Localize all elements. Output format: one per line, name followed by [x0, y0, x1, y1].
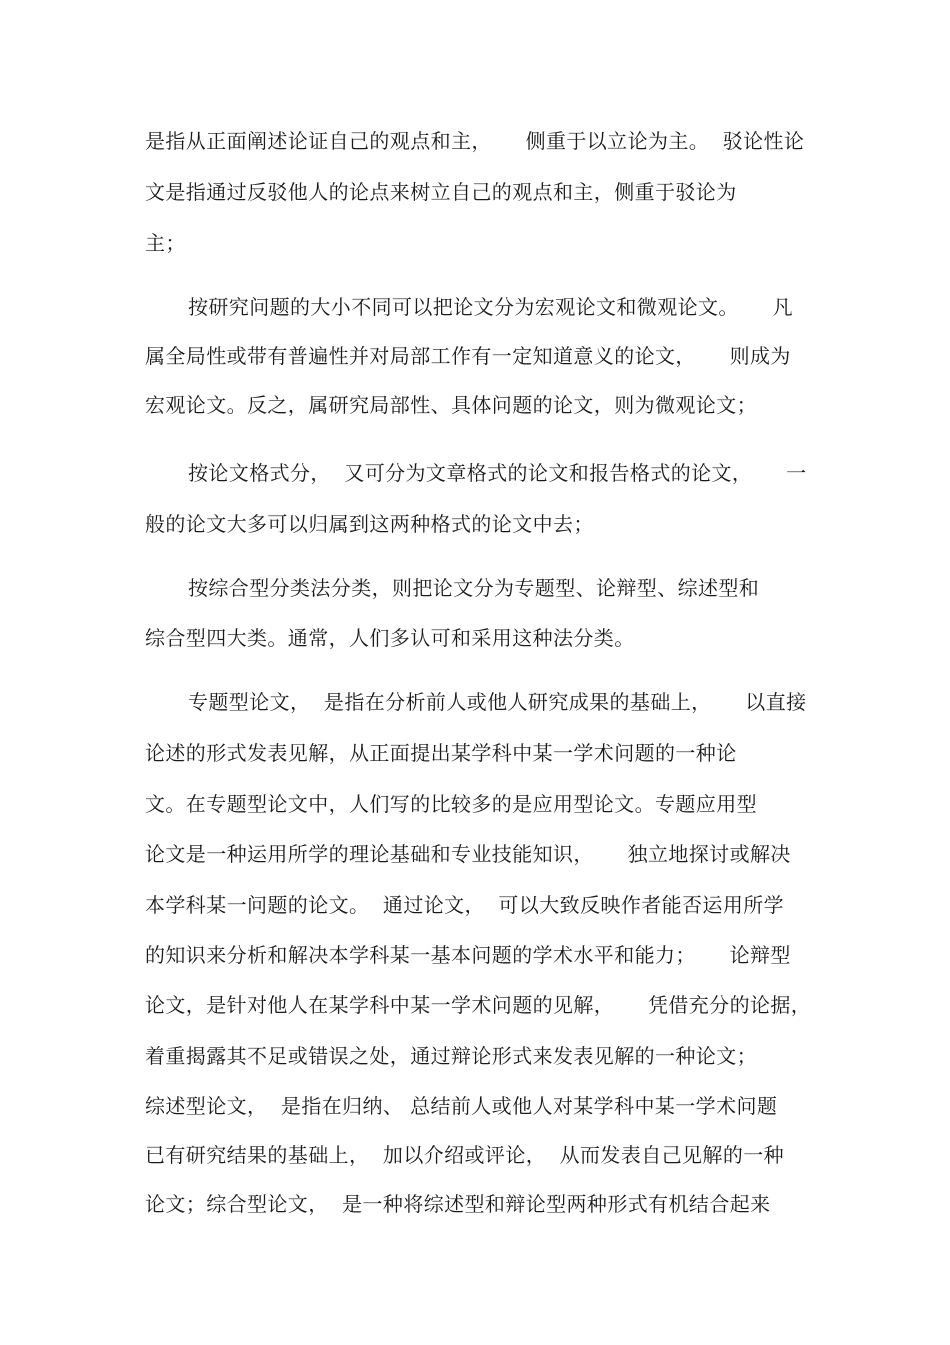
text-line: 综合型四大类。通常，人们多认可和采用这种法分类。 — [145, 626, 635, 650]
text-line: 专题型论文， 是指在分析前人或他人研究成果的基础上， 以直接 — [188, 690, 807, 714]
text-line: 般的论文大多可以归属到这两种格式的论文中去； — [145, 512, 594, 536]
text-line: 的知识来分析和解决本学科某一基本问题的学术水平和能力； 论辩型 — [145, 943, 791, 967]
text-line: 按综合型分类法分类，则把论文分为专题型、论辩型、综述型和 — [188, 576, 760, 600]
text-line: 按研究问题的大小不同可以把论文分为宏观论文和微观论文。 凡 — [188, 295, 793, 319]
text-line: 着重揭露其不足或错误之处，通过辩论形式来发表见解的一种论文； — [145, 1044, 757, 1068]
text-line: 属全局性或带有普遍性并对局部工作有一定知道意义的论文， 则成为 — [145, 344, 791, 368]
text-line: 本学科某一问题的论文。 通过论文， 可以大致反映作者能否运用所学 — [145, 893, 785, 917]
text-line: 是指从正面阐述论证自己的观点和主， 侧重于以立论为主。 驳论性论 — [145, 129, 805, 153]
text-line: 按论文格式分， 又可分为文章格式的论文和报告格式的论文， 一 — [188, 461, 807, 485]
text-line: 宏观论文。反之，属研究局部性、具体问题的论文，则为微观论文； — [145, 393, 757, 417]
text-line: 论文，是针对他人在某学科中某一学术问题的见解， 凭借充分的论据， — [145, 993, 812, 1017]
text-line: 论文是一种运用所学的理论基础和专业技能知识， 独立地探讨或解决 — [145, 842, 791, 866]
text-line: 论述的形式发表见解，从正面提出某学科中某一学术问题的一种论 — [145, 741, 737, 765]
text-line: 已有研究结果的基础上， 加以介绍或评论， 从而发表自己见解的一种 — [145, 1143, 785, 1167]
text-line: 综述型论文， 是指在归纳、 总结前人或他人对某学科中某一学术问题 — [145, 1094, 778, 1118]
text-line: 论文；综合型论文， 是一种将综述型和辩论型两种形式有机结合起来 — [145, 1192, 771, 1216]
text-line: 主； — [145, 231, 186, 255]
text-line: 文。在专题型论文中，人们写的比较多的是应用型论文。专题应用型 — [145, 792, 757, 816]
text-line: 文是指通过反驳他人的论点来树立自己的观点和主，侧重于驳论为 — [145, 180, 737, 204]
